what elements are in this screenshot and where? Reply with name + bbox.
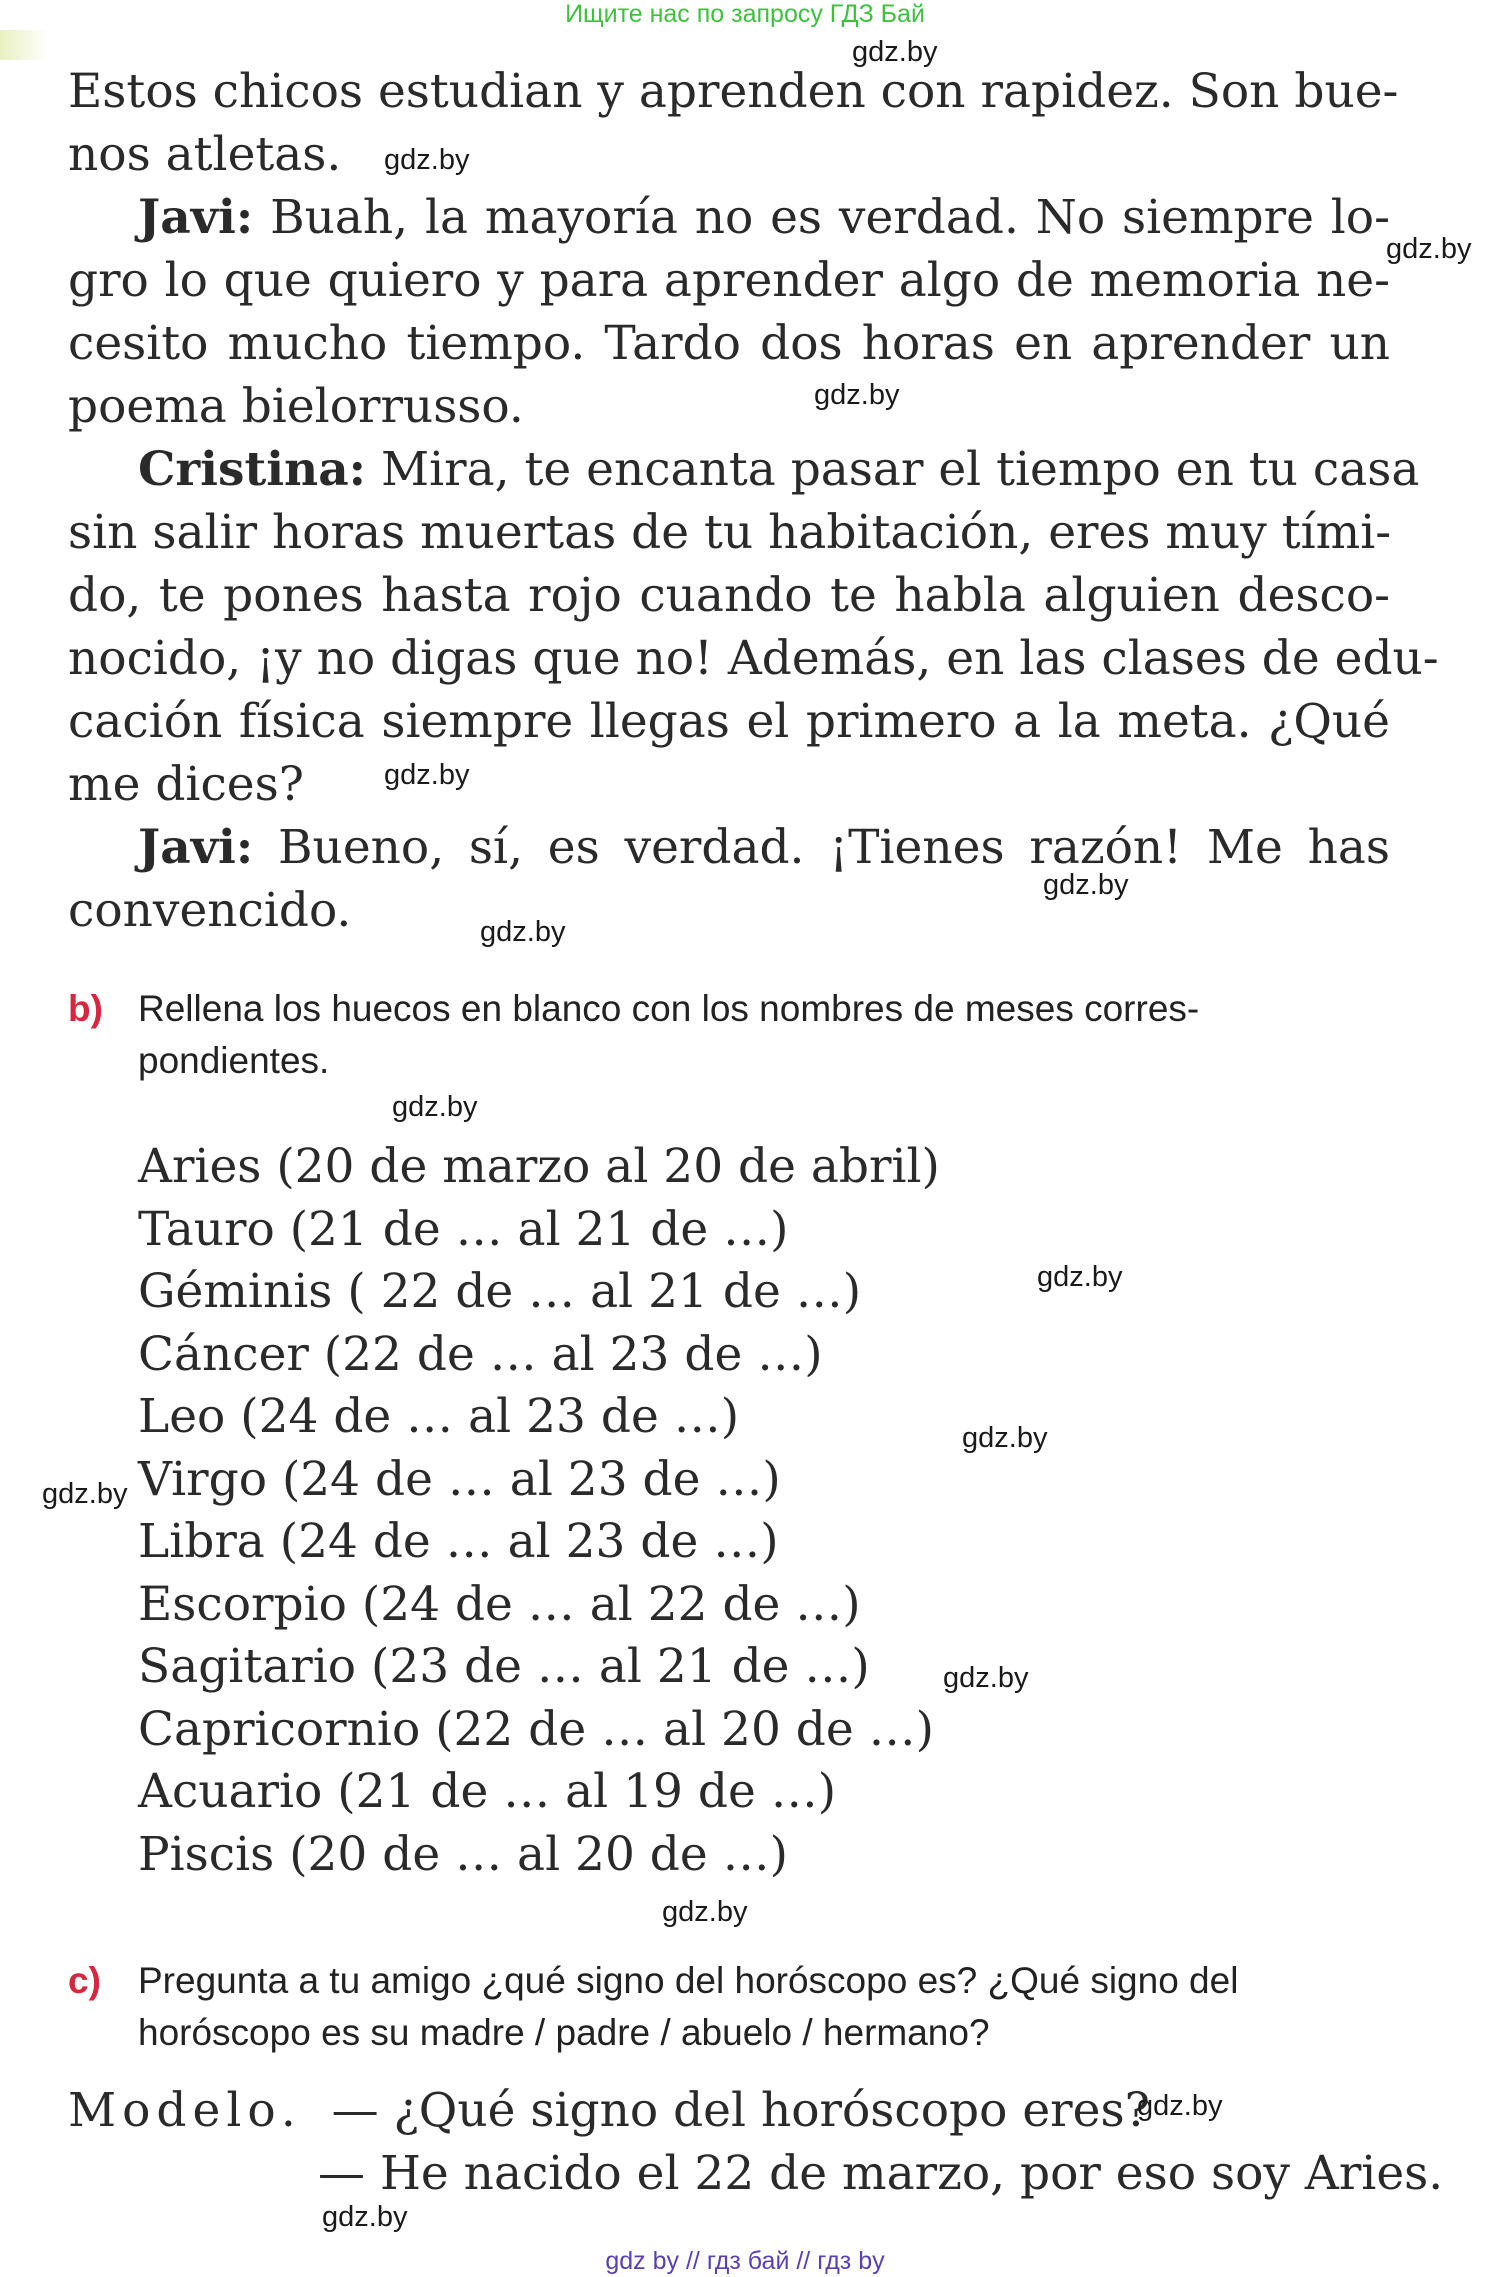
dialogue-line: do, te pones hasta rojo cuando te habla alguien desco- [68,568,1390,623]
watermark: gdz.by [322,2201,408,2233]
task-instruction: Pregunta a tu amigo ¿qué signo del horóscopo es? ¿Qué signo del horóscopo es su madre / padre / abuelo / hermano? [138,1960,1239,2053]
model-line-2: — He nacido el 22 de marzo, por eso soy Aries. [318,2146,1444,2201]
watermark: gdz.by [1043,869,1129,901]
dialogue-line: cación física siempre llegas el primero a la meta. ¿Qué [68,694,1390,749]
list-item: Sagitario (23 de … al 21 de …) [138,1639,870,1694]
watermark: gdz.by [480,916,566,948]
watermark: gdz.by [662,1896,748,1928]
dialogue-line: Javi: Buah, la mayoría no es verdad. No siempre lo- [138,190,1390,245]
list-item: Capricornio (22 de … al 20 de …) [138,1701,934,1757]
watermark: gdz.by [1137,2090,1223,2122]
list-item: Aries (20 de marzo al 20 de abril) [138,1139,940,1194]
list-item: Tauro (21 de … al 21 de …) [138,1201,789,1257]
watermark: gdz.by [42,1478,128,1510]
dialogue-line: sin salir horas muertas de tu habitación, eres muy tími- [68,505,1392,560]
watermark: gdz.by [814,379,900,411]
task-b [68,983,1390,1087]
watermark: gdz.by [1386,233,1472,265]
watermark: gdz.by [962,1422,1048,1454]
dialogue-line: nos atletas. [68,127,342,182]
watermark: gdz.by [384,759,470,791]
model-line-1: Modelo. — ¿Qué signo del horóscopo eres? [68,2083,1150,2138]
task-instruction: Rellena los huecos en blanco con los nombres de meses corres-pondientes. [138,988,1200,1081]
bottom-banner: gdz by // гдз бай // гдз by [605,2247,885,2275]
speaker-javi: Javi: [138,820,254,875]
dialogue-line: convencido. [68,883,352,938]
dialogue-line: nocido, ¡y no digas que no! Además, en las clases de edu- [68,631,1439,686]
list-item: Virgo (24 de … al 23 de …) [138,1451,781,1507]
top-banner: Ищите нас по запросу ГДЗ Бай [565,0,925,28]
page-corner-accent [0,30,48,60]
watermark: gdz.by [943,1662,1029,1694]
dialogue-line: Cristina: Mira, te encanta pasar el tiempo en tu casa [138,442,1420,497]
list-item: Libra (24 de … al 23 de …) [138,1514,779,1569]
speaker-cristina: Cristina: [138,442,367,497]
dialogue-line: cesito mucho tiempo. Tardo dos horas en aprender un [68,316,1390,371]
dialogue-line: poema bielorrusso. [68,379,524,434]
dialogue-line: Javi: Bueno, sí, es verdad. ¡Tienes razón! Me has [138,820,1390,875]
list-item: Escorpio (24 de … al 22 de …) [138,1576,861,1632]
task-letter: c) [68,1960,101,2001]
model-label: Modelo. [68,2083,302,2138]
list-item: Acuario (21 de … al 19 de …) [138,1764,837,1819]
dialogue-line: Estos chicos estudian y aprenden con rapidez. Son bue- [68,64,1399,119]
list-item: Leo (24 de … al 23 de …) [138,1389,740,1444]
watermark: gdz.by [392,1091,478,1123]
dialogue-line: me dices? [68,757,304,812]
task-c [68,1955,1390,2059]
list-item: Géminis ( 22 de … al 21 de …) [138,1264,862,1319]
zodiac-list [138,1136,940,1886]
dialogue-line: gro lo que quiero y para aprender algo de memoria ne- [68,253,1390,308]
task-letter: b) [68,988,103,1029]
speaker-javi: Javi: [138,190,254,245]
watermark: gdz.by [852,36,938,68]
list-item: Piscis (20 de … al 20 de …) [138,1826,788,1882]
watermark: gdz.by [384,144,470,176]
watermark: gdz.by [1037,1261,1123,1293]
list-item: Cáncer (22 de … al 23 de …) [138,1326,823,1382]
